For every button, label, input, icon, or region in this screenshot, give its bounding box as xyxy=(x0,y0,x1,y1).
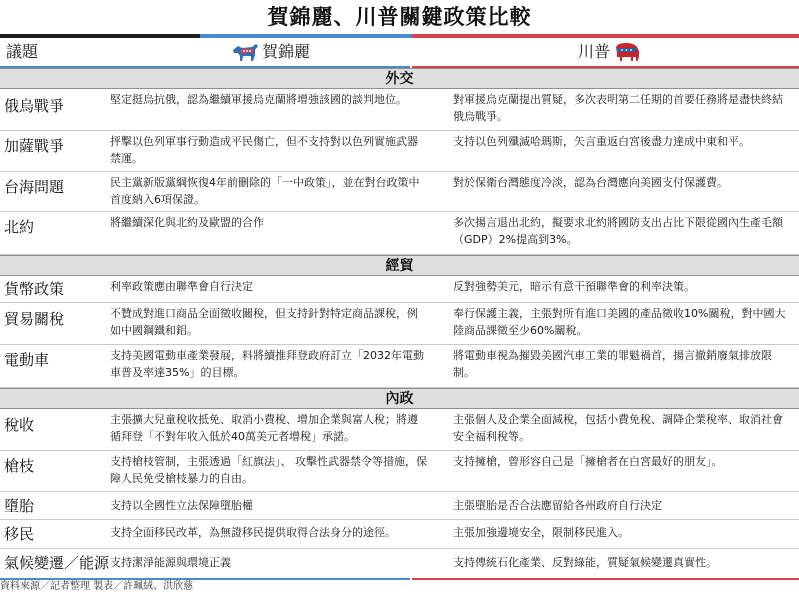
harris-policy: 堅定挺烏抗俄，認為繼續軍援烏克蘭將增強該國的談判地位。 xyxy=(110,93,407,106)
harris-policy: 民主黨新版黨綱恢復4年前刪除的「一中政策」，並在對台政策中首度納入6項保證。 xyxy=(110,176,420,206)
trump-policy: 多次揚言退出北約，擬要求北約將國防支出占比下限從國內生產毛額（GDP）2%提高到3%。 xyxy=(453,216,783,246)
trump-policy: 奉行保護主義，主張對所有進口美國的產品徵收10%關稅，對中國大陸商品課徵至少60%關稅。 xyxy=(453,307,786,337)
table-row xyxy=(0,492,799,520)
trump-policy: 主張墮胎是否合法應留給各州政府自行決定 xyxy=(453,499,662,512)
table-row xyxy=(0,172,799,212)
section-header-domestic: 內政 xyxy=(0,388,799,409)
table-row xyxy=(0,89,799,131)
table-row xyxy=(0,409,799,451)
table-row xyxy=(0,131,799,172)
issue-label: 氣候變遷／能源 xyxy=(4,554,110,572)
trump-policy: 對於保衛台灣態度冷淡，認為台灣應向美國支付保護費。 xyxy=(453,176,728,189)
trump-policy: 主張個人及企業全面減稅，包括小費免稅、調降企業稅率、取消社會安全福利稅等。 xyxy=(453,413,783,443)
issue-label: 貿易關稅 xyxy=(4,310,65,328)
table-row xyxy=(0,549,799,578)
issue-label: 台海問題 xyxy=(4,178,65,196)
issue-label: 墮胎 xyxy=(4,497,35,515)
trump-policy: 支持擁槍，曾形容自己是「擁槍者在白宮最好的朋友」。 xyxy=(453,455,723,468)
trump-policy: 支持以色列殲滅哈瑪斯，矢言重返白宮後盡力達成中東和平。 xyxy=(453,135,750,148)
table-row xyxy=(0,276,799,303)
section-header-economy: 經貿 xyxy=(0,255,799,276)
source-credit: 資料來源／記者整理 製表／許珮絨、洪欣慈 xyxy=(0,581,194,592)
issue-label: 稅收 xyxy=(4,416,35,434)
harris-policy: 支持槍枝管制，主張透過「紅旗法」、 攻擊性武器禁令等措施，保障人民免受槍枝暴力的自由。 xyxy=(110,455,427,485)
harris-policy: 不贊成對進口商品全面徵收關稅，但支持針對特定商品課稅，例如中國鋼鐵和鋁。 xyxy=(110,307,418,337)
issue-label: 加薩戰爭 xyxy=(4,137,65,155)
table-row xyxy=(0,520,799,549)
issue-label: 移民 xyxy=(4,525,35,543)
issue-label: 電動車 xyxy=(4,351,50,369)
table-row xyxy=(0,451,799,492)
harris-policy: 支持以全國性立法保障墮胎權 xyxy=(110,499,253,512)
issue-label: 槍枝 xyxy=(4,457,35,475)
column-header-trump-label: 川普 xyxy=(578,42,611,61)
democrat-donkey-icon xyxy=(230,41,260,63)
harris-policy: 主張擴大兒童稅收抵免、取消小費稅、增加企業與富人稅；將遵循拜登「不對年收入低於40萬美元者增稅」承諾。 xyxy=(110,413,418,443)
table-row xyxy=(0,303,799,345)
harris-policy: 支持全面移民改革，為無證移民提供取得合法身分的途徑。 xyxy=(110,526,396,539)
table-row xyxy=(0,345,799,388)
issue-label: 俄烏戰爭 xyxy=(4,97,65,115)
column-header-trump xyxy=(578,38,642,66)
trump-policy: 對軍援烏克蘭提出質疑，多次表明第二任期的首要任務將是盡快終結俄烏戰爭。 xyxy=(453,93,783,123)
trump-policy: 反對強勢美元，暗示有意干預聯準會的利率決策。 xyxy=(453,280,695,293)
harris-policy: 將繼續深化與北約及歐盟的合作 xyxy=(110,216,264,229)
trump-policy: 支持傳統石化產業、反對綠能，質疑氣候變遷真實性。 xyxy=(453,556,717,569)
harris-policy: 支持潔淨能源與環境正義 xyxy=(110,556,231,569)
trump-policy: 將電動車視為摧毀美國汽車工業的罪魁禍首，揚言撤銷廢氣排放限制。 xyxy=(453,349,772,379)
column-header-harris xyxy=(230,38,310,66)
harris-policy: 利率政策應由聯準會自行決定 xyxy=(110,280,253,293)
table-row xyxy=(0,212,799,255)
footer-rule-red xyxy=(412,578,799,580)
page-title: 賀錦麗、川普關鍵政策比較 xyxy=(267,5,532,29)
column-header-harris-label: 賀錦麗 xyxy=(262,42,311,61)
issue-label: 貨幣政策 xyxy=(4,280,65,298)
harris-policy: 抨擊以色列軍事行動造成平民傷亡，但不支持對以色列實施武器禁運。 xyxy=(110,135,418,165)
section-header-foreign: 外交 xyxy=(0,68,799,89)
trump-policy: 主張加強邊境安全，限制移民進入。 xyxy=(453,526,629,539)
harris-policy: 支持美國電動車產業發展，料將續推拜登政府訂立「2032年電動車普及率達35%」的目標。 xyxy=(110,349,424,379)
column-header-issue: 議題 xyxy=(6,42,39,61)
issue-label: 北約 xyxy=(4,218,35,236)
republican-elephant-icon xyxy=(612,41,642,63)
